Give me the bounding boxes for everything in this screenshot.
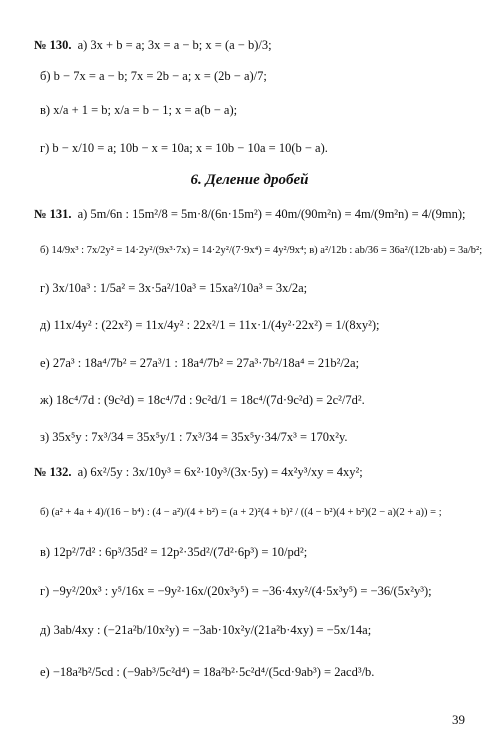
- line-132-b: [34, 500, 475, 524]
- line-132-a: [34, 460, 475, 484]
- line-131-b: [34, 238, 483, 262]
- exercise-number: № 131.: [34, 206, 72, 221]
- line-131-d: [34, 313, 475, 337]
- page-number: 39: [452, 712, 465, 727]
- exercise-number: № 130.: [34, 37, 72, 52]
- equation-text: а) 3x + b = a; 3x = a − b; x = (a − b)/3;: [77, 37, 272, 52]
- equation-text: г) 3x/10a³ : 1/5a² = 3x·5a²/10a³ = 15xa²/10a³ = 3x/2a;: [40, 280, 308, 295]
- equation-text: в) x/a + 1 = b; x/a = b − 1; x = a(b − a);: [40, 102, 238, 117]
- equation-text: г) −9y²/20x³ : y⁵/16x = −9y²·16x/(20x³y⁵) = −36·4xy²/(4·5x³y⁵) = −36/(5x²y³);: [40, 583, 432, 598]
- line-132-g: [34, 579, 475, 603]
- line-132-e: [34, 660, 475, 684]
- line-131-g: [34, 276, 475, 300]
- line-130-v: [34, 98, 475, 122]
- line-130-a: [34, 33, 475, 57]
- line-132-v: [34, 540, 475, 564]
- line-130-b: [34, 64, 475, 88]
- equation-text: б) 14/9x³ : 7x/2y² = 14·2y²/(9x³·7x) = 14·2y²/(7·9x⁴) = 4y²/9x⁴; в) a²/12b : ab/36 = 36a²/(12b·ab) = 3a/b²;: [40, 244, 483, 256]
- equation-text: б) (a² + 4a + 4)/(16 − b⁴) : (4 − a²)/(4 + b²) = (a + 2)²(4 + b)² / ((4 − b²)(4 + b²)(2 − a)(2 + a)) = ;: [40, 506, 442, 518]
- line-132-d: [34, 618, 475, 642]
- line-131-zh: [34, 388, 475, 412]
- exercise-number: № 132.: [34, 464, 72, 479]
- line-131-z: [34, 425, 475, 449]
- equation-text: ж) 18c⁴/7d : (9c²d) = 18c⁴/7d : 9c²d/1 = 18c⁴/(7d·9c²d) = 2c²/7d².: [40, 392, 365, 407]
- equation-text: е) −18a²b²/5cd : (−9ab³/5c²d⁴) = 18a²b²·5c²d⁴/(5cd·9ab³) = 2acd³/b.: [40, 664, 375, 679]
- line-131-a: [34, 202, 475, 226]
- equation-text: д) 11x/4y² : (22x²) = 11x/4y² : 22x²/1 = 11x·1/(4y²·22x²) = 1/(8xy²);: [40, 317, 380, 332]
- section-title: 6. Деление дробей: [190, 172, 309, 188]
- equation-text: д) 3ab/4xy : (−21a²b/10x²y) = −3ab·10x²y/(21a²b·4xy) = −5x/14a;: [40, 622, 372, 637]
- equation-text: а) 5m/6n : 15m²/8 = 5m·8/(6n·15m²) = 40m/(90m²n) = 4m/(9m²n) = 4/(9mn);: [77, 206, 466, 221]
- equation-text: е) 27a³ : 18a⁴/7b² = 27a³/1 : 18a⁴/7b² = 27a³·7b²/18a⁴ = 21b²/2a;: [40, 355, 360, 370]
- equation-text: б) b − 7x = a − b; 7x = 2b − a; x = (2b − a)/7;: [40, 68, 267, 83]
- line-131-e: [34, 351, 475, 375]
- equation-text: г) b − x/10 = a; 10b − x = 10a; x = 10b − 10a = 10(b − a).: [40, 140, 328, 155]
- equation-text: в) 12p²/7d² : 6p³/35d² = 12p²·35d²/(7d²·6p³) = 10/pd²;: [40, 544, 308, 559]
- line-130-g: [34, 136, 475, 160]
- equation-text: з) 35x⁵y : 7x³/34 = 35x⁵y/1 : 7x³/34 = 35x⁵y·34/7x³ = 170x²y.: [40, 429, 348, 444]
- equation-text: а) 6x²/5y : 3x/10y³ = 6x²·10y³/(3x·5y) = 4x²y³/xy = 4xy²;: [77, 464, 363, 479]
